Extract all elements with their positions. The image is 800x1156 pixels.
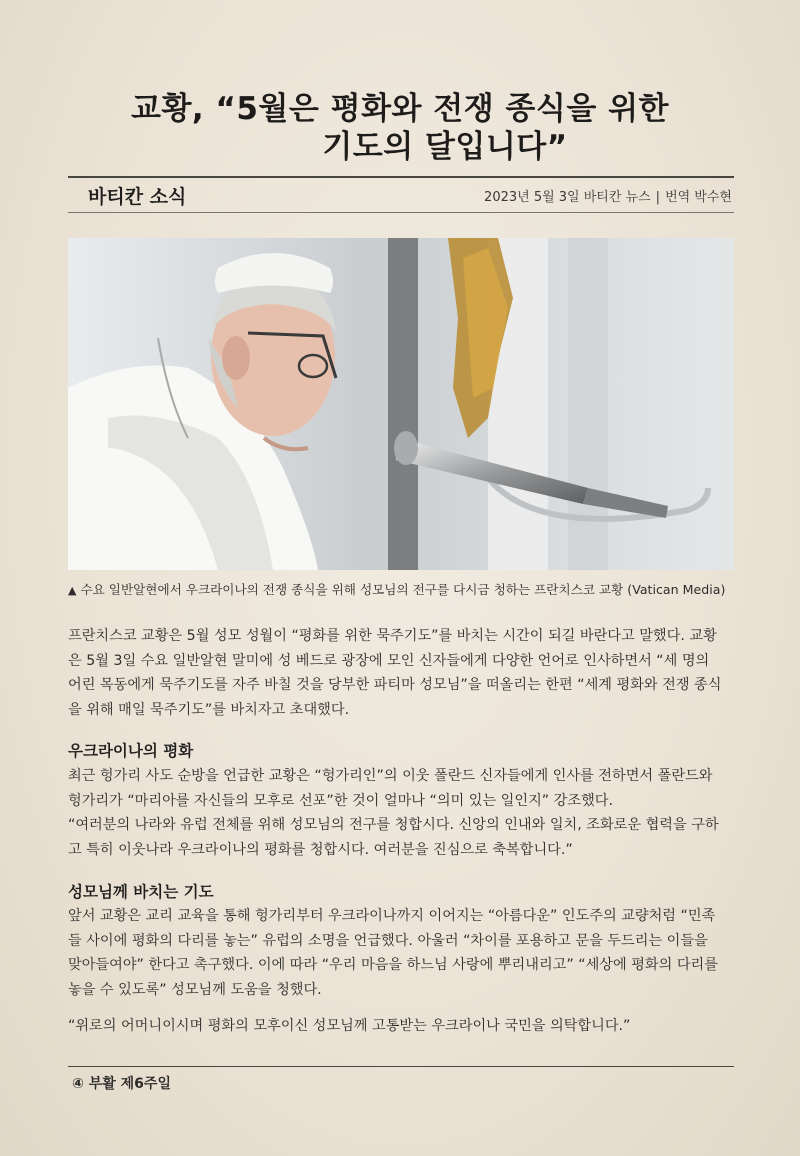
byline-divider: | [655,190,661,205]
title-line-2: 기도의 달입니다” [322,129,568,165]
article-photo [68,238,734,570]
photo-caption [68,579,748,598]
text-line: 고 특히 이웃나라 우크라이나의 평화를 청합시다. 여러분을 진심으로 축복합니다.” [68,841,573,858]
text-line: 은 5월 3일 수요 일반알현 말미에 성 베드로 광장에 모인 신자들에게 다양한 언어로 인사하면서 “세 명의 [68,652,710,669]
section-rule [68,212,734,213]
text-line: 맞아들여야” 한다고 촉구했다. 이에 따라 “우리 마음을 하느님 사랑에 뿌리내리고” “세상에 평화의 다리를 [68,957,718,973]
paragraph-3 [68,904,734,1002]
text-line: 앞서 교황은 교리 교육을 통해 헝가리부터 우크라이나까지 이어지는 “아름다운” 인도주의 교량처럼 “민족 [68,908,716,924]
title-line-1: 교황, “5월은 평화와 전쟁 종식을 위한 [131,91,669,127]
text-line: “여러분의 나라와 유럽 전체를 위해 성모님의 전구를 청합시다. 신앙의 인내와 일치, 조화로운 협력을 구하 [68,817,719,833]
caption-text: 수요 일반알현에서 우크라이나의 전쟁 종식을 위해 성모님의 전구를 다시금 청하는 프란치스코 교황 (Vatican Media) [80,582,726,597]
section-name: 바티칸 소식 [88,186,187,208]
caption-marker-icon: ▲ [68,584,77,597]
subheading-prayer: 성모님께 바치는 기도 [68,883,214,901]
text-line: 들 사이에 평화의 다리를 놓는” 유럽의 소명을 언급했다. 아울러 “차이를 포용하고 문을 두드리는 이들을 [68,932,708,949]
text-line: 놓을 수 있도록” 성모님께 도움을 청했다. [68,981,322,998]
text-line: 헝가리가 “마리아를 자신들의 모후로 선포”한 것이 얼마나 “의미 있는 일인지” 강조했다. [68,792,613,809]
text-line: 프란치스코 교황은 5월 성모 성월이 “평화를 위한 묵주기도”를 바치는 시간이 되길 바란다고 말했다. 교황 [68,628,717,644]
text-line: “위로의 어머니이시며 평화의 모후이신 성모님께 고통받는 우크라이나 국민을 의탁합니다.” [68,1018,631,1034]
subheading-ukraine-peace: 우크라이나의 평화 [68,742,194,760]
date-source: 2023년 5월 3일 바티칸 뉴스 [484,190,651,205]
byline [484,186,732,205]
page-footer: ④ 부활 제6주일 [72,1076,171,1092]
photo-illustration [68,238,734,570]
paragraph-4 [68,1014,734,1039]
top-rule [68,176,734,178]
translator: 번역 박수현 [665,190,732,205]
paragraph-1 [68,624,734,722]
text-line: 어린 목동에게 묵주기도를 자주 바칠 것을 당부한 파티마 성모님”을 떠올리는 한편 “세계 평화와 전쟁 종식 [68,677,722,693]
footer-rule [68,1066,734,1067]
text-line: 최근 헝가리 사도 순방을 언급한 교황은 “헝가리인”의 이웃 폴란드 신자들에게 인사를 전하면서 폴란드와 [68,768,713,784]
text-line: 을 위해 매일 묵주기도”를 바치자고 초대했다. [68,701,350,718]
article-title [0,90,800,166]
paragraph-2 [68,764,734,862]
